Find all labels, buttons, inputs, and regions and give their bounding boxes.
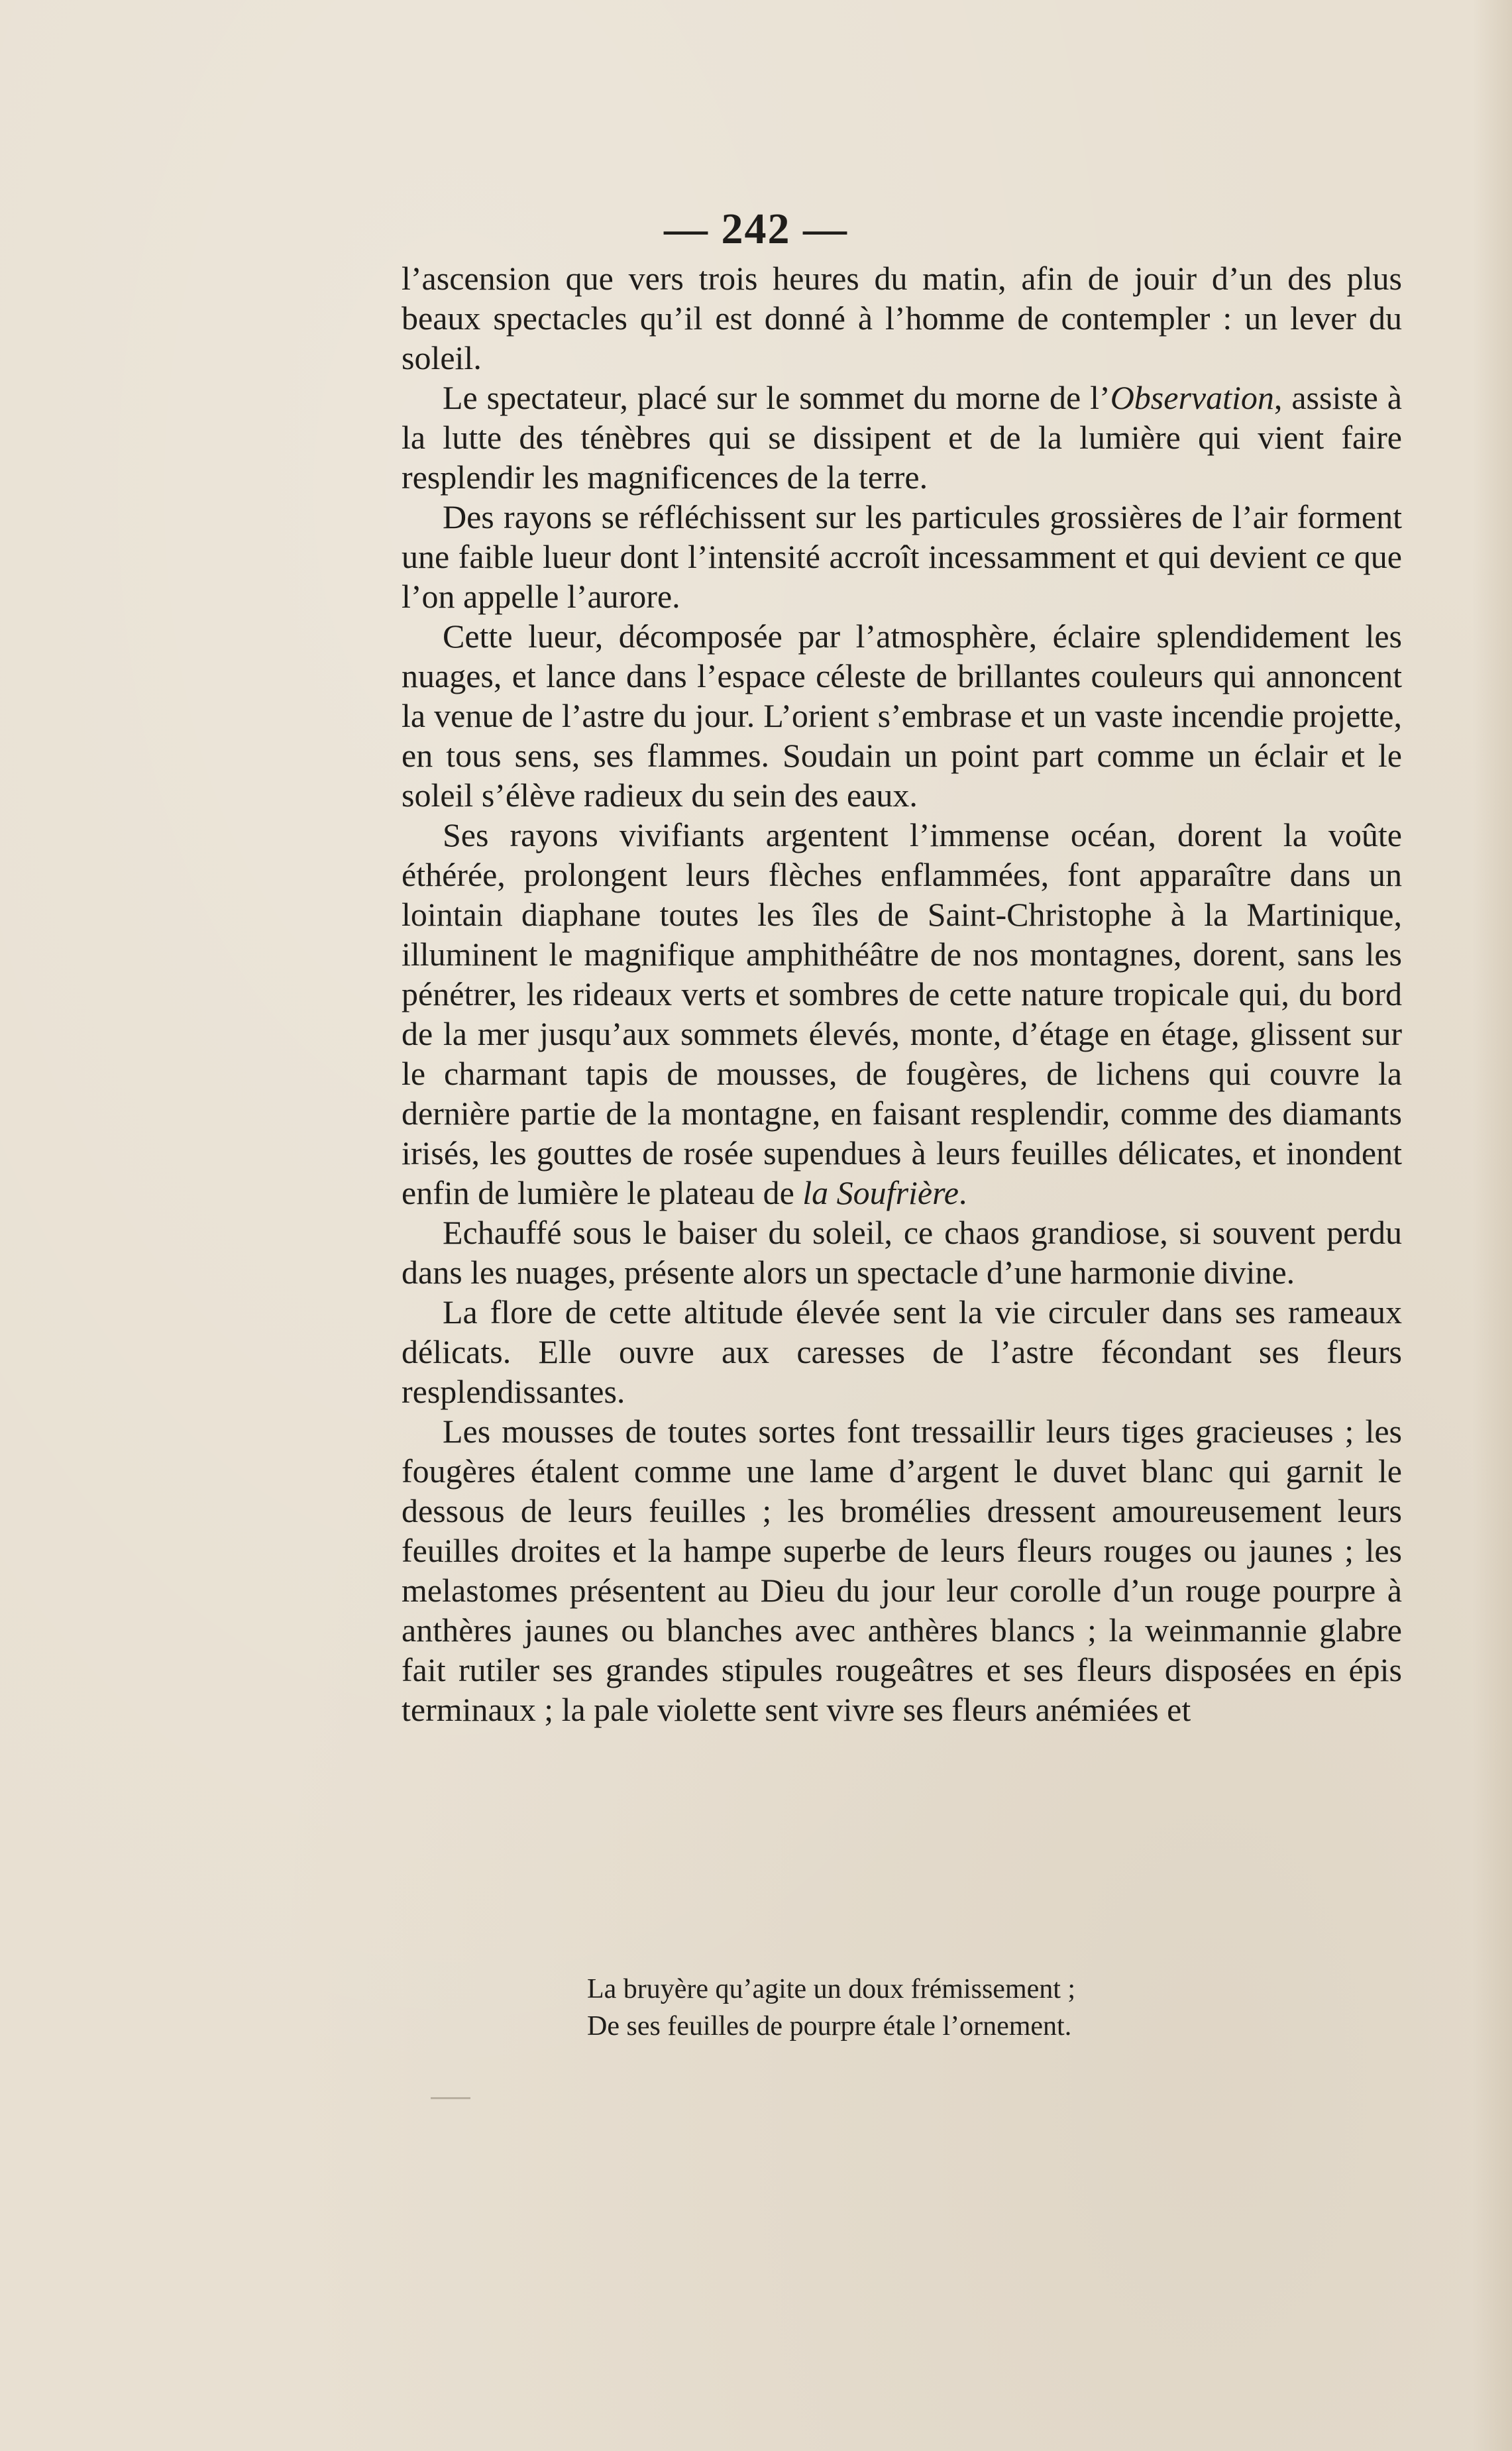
italic-term-soufriere: la Soufrière: [802, 1174, 959, 1211]
paragraph-text: .: [958, 1174, 967, 1211]
verse-quotation: [587, 1971, 1075, 2045]
paragraph-text: Le spectateur, placé sur le sommet du morne de l’: [443, 379, 1110, 416]
paragraph-text: La flore de cette altitude élevée sent la vie circuler dans ses rameaux délicats. Elle ouvre aux caresses de l’astre fécondant ses fleurs resplendissantes.: [402, 1293, 1402, 1410]
paragraph-flore: [402, 1292, 1402, 1411]
paragraph-text: Des rayons se réfléchissent sur les particules grossières de l’air forment une faible lueur dont l’intensité accroît incessamment et qui devient ce que l’on appelle l’aurore.: [402, 498, 1402, 615]
paragraph-vivifiants: [402, 815, 1402, 1213]
ink-blemish: [431, 2097, 470, 2099]
paragraph-text: l’ascension que vers trois heures du matin, afin de jouir d’un des plus beaux spectacles qu’il est donné à l’homme de contempler : un lever du soleil.: [402, 260, 1402, 376]
paragraph-text: Echauffé sous le baiser du soleil, ce chaos grandiose, si souvent perdu dans les nuages, présente alors un spectacle d’une harmonie divine.: [402, 1214, 1402, 1291]
paragraph-mousses: [402, 1411, 1402, 1729]
paragraph-text: Cette lueur, décomposée par l’atmosphère, éclaire splendidement les nuages, et lance dans l’espace céleste de brillantes couleurs qui annoncent la venue de l’astre du jour. L’orient s’embrase et un vaste incendie projette, en tous sens, ses flammes. Soudain un point part comme un éclair et le soleil s’élève radieux du sein des eaux.: [402, 618, 1402, 814]
verse-line: La bruyère qu’agite un doux frémissement ;: [587, 1974, 1076, 2004]
page-edge-shadow: [1472, 0, 1512, 2451]
paragraph-text: Les mousses de toutes sortes font tressaillir leurs tiges gracieuses ; les fougères étalent comme une lame d’argent le duvet blanc qui garnit le dessous de leurs feuilles ; les bromélies dressent amoureusement leurs feuilles droites et la hampe superbe de leurs fleurs rouges ou jaunes ; les melastomes présentent au Dieu du jour leur corolle d’un rouge pourpre à anthères jaunes ou blanches avec anthères blancs ; la weinmannie glabre fait rutiler ses grandes stipules rougeâtres et ses fleurs disposées en épis terminaux ; la pale violette sent vivre ses fleurs anémiées et: [402, 1413, 1402, 1728]
page-number: — 242 —: [664, 205, 848, 253]
italic-term-observation: Observation: [1110, 379, 1274, 416]
paragraph-text: , assiste à la lutte des ténèbres qui se dissipent et de la lumière qui vient faire resplendir les magnificences de la terre.: [402, 379, 1402, 496]
paragraph-lueur: [402, 616, 1402, 815]
paragraph-text: Ses rayons vivifiants argentent l’immense océan, dorent la voûte éthérée, prolongent leurs flèches enflammées, font apparaître dans un lointain diaphane toutes les îles de Saint-Christophe à la Martinique, illuminent le magnifique amphithéâtre de nos montagnes, dorent, sans les pénétrer, les rideaux verts et sombres de cette nature tropicale qui, du bord de la mer jusqu’aux sommets élevés, monte, d’étage en étage, glissent sur le charmant tapis de mousses, de fougères, de lichens qui couvre la dernière partie de la montagne, en faisant resplendir, comme des diamants irisés, les gouttes de rosée supendues à leurs feuilles délicates, et inondent enfin de lumière le plateau de: [402, 816, 1402, 1211]
paragraph-rayons: [402, 497, 1402, 616]
verse-line: De ses feuilles de pourpre étale l’ornement.: [587, 2011, 1072, 2042]
paragraph-echauffe: [402, 1213, 1402, 1292]
paragraph-spectateur: [402, 378, 1402, 497]
body-text: [402, 258, 1402, 1729]
paragraph-continuation: [402, 258, 1402, 378]
